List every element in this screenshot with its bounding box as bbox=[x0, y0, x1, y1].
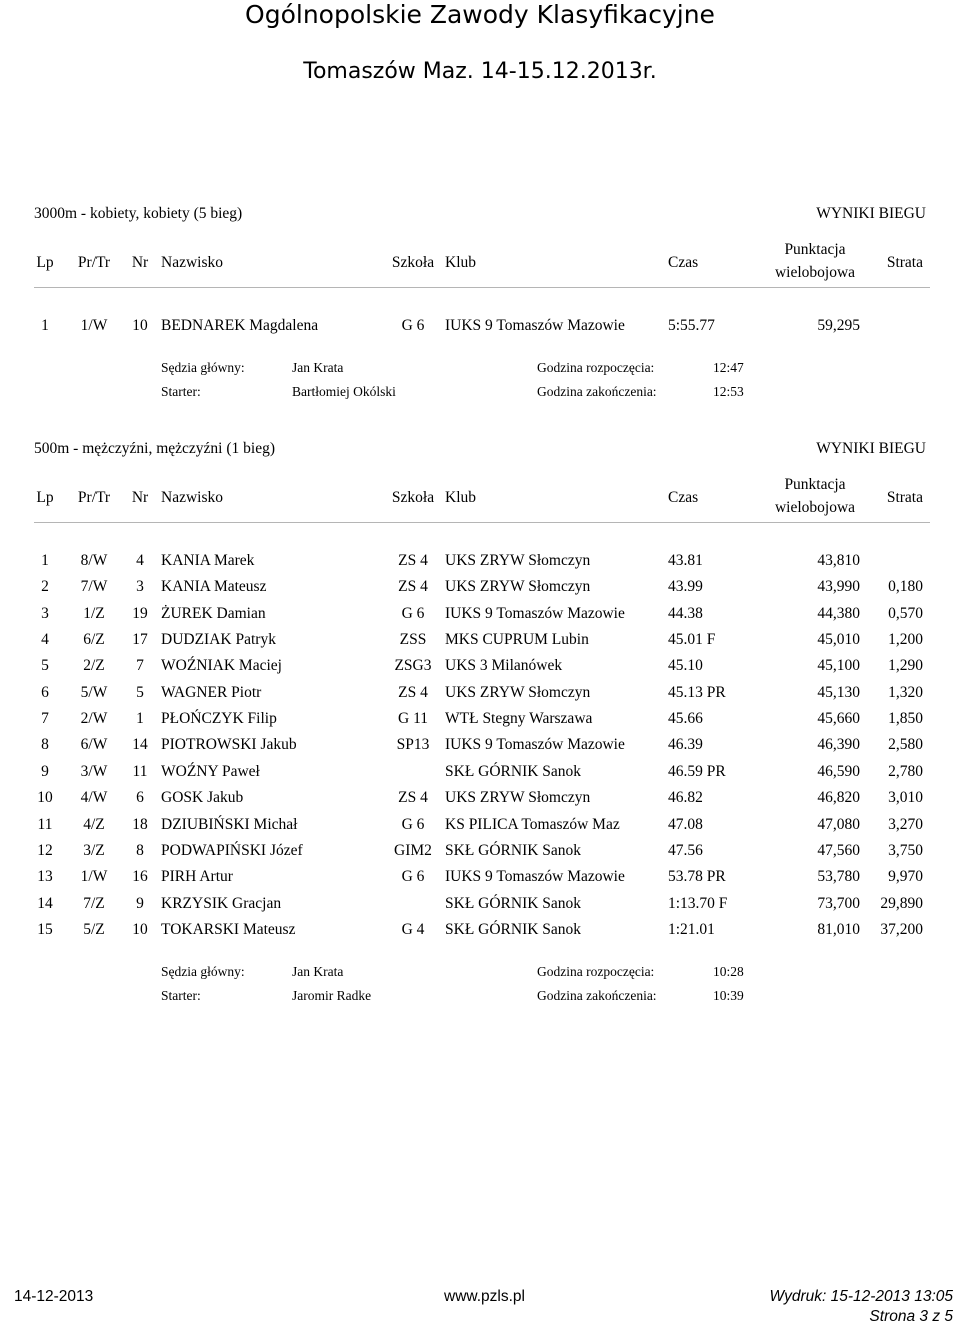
officials-start-time: 12:47 bbox=[713, 360, 744, 375]
cell-prtr: 4/W bbox=[80, 789, 108, 806]
cell-name: WAGNER Piotr bbox=[161, 684, 262, 701]
page-title: Ogólnopolskie Zawody Klasyfikacyjne bbox=[245, 0, 715, 29]
page-subtitle: Tomaszów Maz. 14-15.12.2013r. bbox=[303, 59, 657, 84]
cell-name: PIRH Artur bbox=[161, 868, 233, 885]
cell-nr: 1 bbox=[136, 710, 144, 727]
cell-name: TOKARSKI Mateusz bbox=[161, 921, 296, 938]
cell-points: 45,100 bbox=[817, 657, 860, 674]
cell-loss: 2,580 bbox=[888, 736, 923, 753]
event-section bbox=[0, 440, 960, 1003]
results-label: WYNIKI BIEGU bbox=[816, 205, 926, 222]
cell-club: UKS 3 Milanówek bbox=[445, 657, 563, 674]
table-row bbox=[0, 684, 960, 704]
cell-loss: 37,200 bbox=[880, 921, 923, 938]
officials-starter-label: Starter: bbox=[161, 988, 201, 1003]
cell-club: UKS ZRYW Słomczyn bbox=[445, 552, 591, 569]
cell-club: IUKS 9 Tomaszów Mazowie bbox=[445, 868, 625, 885]
footer-url: www.pzls.pl bbox=[444, 1288, 525, 1305]
table-row bbox=[0, 317, 960, 337]
cell-prtr: 3/W bbox=[80, 763, 108, 780]
cell-school: G 6 bbox=[401, 868, 425, 885]
header-divider bbox=[34, 287, 930, 288]
cell-club: WTŁ Stegny Warszawa bbox=[445, 710, 593, 727]
officials-start-label: Godzina rozpoczęcia: bbox=[537, 964, 655, 979]
col-header-nazwisko: Nazwisko bbox=[161, 254, 223, 271]
cell-time: 45.66 bbox=[668, 710, 703, 727]
table-row bbox=[0, 921, 960, 941]
cell-prtr: 7/W bbox=[80, 578, 108, 595]
cell-nr: 17 bbox=[132, 631, 148, 648]
cell-points: 73,700 bbox=[817, 895, 860, 912]
cell-club: UKS ZRYW Słomczyn bbox=[445, 684, 591, 701]
col-header-lp: Lp bbox=[36, 489, 54, 506]
cell-loss: 2,780 bbox=[888, 763, 923, 780]
cell-points: 45,660 bbox=[817, 710, 860, 727]
cell-club: SKŁ GÓRNIK Sanok bbox=[445, 763, 582, 780]
cell-points: 81,010 bbox=[817, 921, 860, 938]
cell-school: GIM2 bbox=[394, 842, 432, 859]
cell-points: 59,295 bbox=[817, 317, 860, 334]
cell-loss: 3,750 bbox=[888, 842, 923, 859]
cell-lp: 10 bbox=[37, 789, 53, 806]
cell-time: 43.81 bbox=[668, 552, 703, 569]
cell-points: 45,130 bbox=[817, 684, 860, 701]
cell-nr: 11 bbox=[132, 763, 148, 780]
cell-lp: 6 bbox=[41, 684, 49, 701]
cell-nr: 10 bbox=[132, 921, 148, 938]
cell-lp: 8 bbox=[41, 736, 49, 753]
cell-time: 1:13.70 F bbox=[668, 895, 728, 912]
officials-starter-name: Bartłomiej Okólski bbox=[292, 384, 396, 399]
cell-school: G 6 bbox=[401, 605, 425, 622]
cell-loss: 0,180 bbox=[888, 578, 923, 595]
cell-points: 46,590 bbox=[817, 763, 860, 780]
cell-prtr: 1/W bbox=[80, 317, 108, 334]
cell-lp: 7 bbox=[41, 710, 49, 727]
officials-judge-name: Jan Krata bbox=[292, 964, 344, 979]
cell-prtr: 5/Z bbox=[83, 921, 105, 938]
cell-school: G 4 bbox=[401, 921, 425, 938]
results-label: WYNIKI BIEGU bbox=[816, 440, 926, 457]
cell-club: SKŁ GÓRNIK Sanok bbox=[445, 895, 582, 912]
cell-lp: 15 bbox=[37, 921, 53, 938]
cell-club: IUKS 9 Tomaszów Mazowie bbox=[445, 736, 625, 753]
cell-nr: 9 bbox=[136, 895, 144, 912]
event-title: 500m - mężczyźni, mężczyźni (1 bieg) bbox=[34, 440, 275, 457]
cell-club: UKS ZRYW Słomczyn bbox=[445, 578, 591, 595]
cell-school: ZS 4 bbox=[398, 578, 428, 595]
table-row bbox=[0, 605, 960, 625]
cell-prtr: 1/W bbox=[80, 868, 108, 885]
cell-nr: 3 bbox=[136, 578, 144, 595]
col-header-czas: Czas bbox=[668, 489, 699, 506]
col-header-prtr: Pr/Tr bbox=[77, 489, 111, 506]
cell-time: 45.13 PR bbox=[668, 684, 726, 701]
cell-nr: 6 bbox=[136, 789, 144, 806]
cell-lp: 1 bbox=[41, 317, 49, 334]
col-header-punktacja: Punktacja bbox=[784, 476, 846, 493]
cell-name: PIOTROWSKI Jakub bbox=[161, 736, 297, 753]
cell-name: WOŹNIAK Maciej bbox=[161, 657, 282, 674]
table-row bbox=[0, 789, 960, 809]
cell-points: 45,010 bbox=[817, 631, 860, 648]
officials-judge-label: Sędzia główny: bbox=[161, 360, 245, 375]
cell-school: ZS 4 bbox=[398, 552, 428, 569]
cell-nr: 19 bbox=[132, 605, 148, 622]
col-header-szkola: Szkoła bbox=[391, 254, 435, 271]
cell-prtr: 2/W bbox=[80, 710, 108, 727]
officials-start-label: Godzina rozpoczęcia: bbox=[537, 360, 655, 375]
footer-printed: Wydruk: 15-12-2013 13:05 bbox=[769, 1288, 953, 1305]
table-row bbox=[0, 578, 960, 598]
event-section bbox=[0, 205, 960, 399]
cell-prtr: 8/W bbox=[80, 552, 108, 569]
col-header-wielobojowa: wielobojowa bbox=[774, 264, 856, 281]
cell-prtr: 6/W bbox=[80, 736, 108, 753]
cell-prtr: 3/Z bbox=[83, 842, 105, 859]
cell-name: BEDNAREK Magdalena bbox=[161, 317, 319, 334]
cell-points: 47,560 bbox=[817, 842, 860, 859]
officials-end-time: 10:39 bbox=[713, 988, 744, 1003]
col-header-prtr: Pr/Tr bbox=[77, 254, 111, 271]
cell-name: WOŹNY Paweł bbox=[161, 763, 260, 780]
cell-nr: 18 bbox=[132, 816, 148, 833]
cell-name: PŁOŃCZYK Filip bbox=[161, 710, 277, 727]
cell-lp: 3 bbox=[41, 605, 49, 622]
cell-club: SKŁ GÓRNIK Sanok bbox=[445, 921, 582, 938]
cell-prtr: 6/Z bbox=[83, 631, 105, 648]
cell-prtr: 5/W bbox=[80, 684, 108, 701]
cell-points: 44,380 bbox=[817, 605, 860, 622]
cell-time: 5:55.77 bbox=[668, 317, 715, 334]
officials-end-time: 12:53 bbox=[713, 384, 744, 399]
table-row bbox=[0, 763, 960, 783]
cell-time: 46.82 bbox=[668, 789, 703, 806]
cell-time: 46.59 PR bbox=[668, 763, 726, 780]
cell-nr: 16 bbox=[132, 868, 148, 885]
col-header-szkola: Szkoła bbox=[391, 489, 435, 506]
cell-name: PODWAPIŃSKI Józef bbox=[161, 842, 303, 859]
cell-lp: 13 bbox=[37, 868, 53, 885]
cell-school: ZS 4 bbox=[398, 684, 428, 701]
cell-school: ZSG3 bbox=[394, 657, 432, 674]
table-row bbox=[0, 736, 960, 756]
cell-school: G 6 bbox=[401, 317, 425, 334]
officials-start-time: 10:28 bbox=[713, 964, 744, 979]
cell-club: UKS ZRYW Słomczyn bbox=[445, 789, 591, 806]
cell-lp: 4 bbox=[41, 631, 49, 648]
cell-points: 53,780 bbox=[817, 868, 860, 885]
cell-time: 47.08 bbox=[668, 816, 703, 833]
cell-name: ŻUREK Damian bbox=[161, 605, 266, 622]
col-header-klub: Klub bbox=[445, 254, 476, 271]
cell-time: 1:21.01 bbox=[668, 921, 715, 938]
cell-school: G 11 bbox=[398, 710, 428, 727]
table-row bbox=[0, 816, 960, 836]
cell-school: G 6 bbox=[401, 816, 425, 833]
cell-time: 44.38 bbox=[668, 605, 703, 622]
cell-loss: 1,200 bbox=[888, 631, 923, 648]
table-row bbox=[0, 552, 960, 572]
table-row bbox=[0, 895, 960, 915]
cell-school: ZSS bbox=[399, 631, 427, 648]
col-header-strata: Strata bbox=[886, 254, 923, 271]
event-title: 3000m - kobiety, kobiety (5 bieg) bbox=[34, 205, 243, 222]
cell-points: 47,080 bbox=[817, 816, 860, 833]
cell-loss: 3,270 bbox=[888, 816, 923, 833]
cell-club: IUKS 9 Tomaszów Mazowie bbox=[445, 317, 625, 334]
cell-lp: 9 bbox=[41, 763, 49, 780]
cell-points: 43,990 bbox=[817, 578, 860, 595]
cell-time: 45.10 bbox=[668, 657, 703, 674]
officials-starter-label: Starter: bbox=[161, 384, 201, 399]
cell-school: ZS 4 bbox=[398, 789, 428, 806]
cell-club: MKS CUPRUM Lubin bbox=[445, 631, 589, 648]
cell-name: GOSK Jakub bbox=[161, 789, 244, 806]
col-header-czas: Czas bbox=[668, 254, 699, 271]
cell-loss: 29,890 bbox=[880, 895, 923, 912]
cell-points: 43,810 bbox=[817, 552, 860, 569]
table-row bbox=[0, 868, 960, 888]
officials-starter-name: Jaromir Radke bbox=[292, 988, 372, 1003]
col-header-punktacja: Punktacja bbox=[784, 241, 846, 258]
cell-prtr: 4/Z bbox=[83, 816, 105, 833]
officials-judge-label: Sędzia główny: bbox=[161, 964, 245, 979]
cell-name: DUDZIAK Patryk bbox=[161, 631, 276, 648]
cell-time: 45.01 F bbox=[668, 631, 716, 648]
cell-nr: 10 bbox=[132, 317, 148, 334]
footer-page-number: Strona 3 z 5 bbox=[869, 1308, 953, 1325]
table-row bbox=[0, 842, 960, 862]
cell-lp: 12 bbox=[37, 842, 53, 859]
cell-nr: 7 bbox=[136, 657, 144, 674]
cell-loss: 1,850 bbox=[888, 710, 923, 727]
officials-judge-name: Jan Krata bbox=[292, 360, 344, 375]
table-row bbox=[0, 657, 960, 677]
cell-school: SP13 bbox=[396, 736, 430, 753]
cell-lp: 2 bbox=[41, 578, 49, 595]
officials-end-label: Godzina zakończenia: bbox=[537, 988, 657, 1003]
cell-lp: 5 bbox=[41, 657, 49, 674]
table-row bbox=[0, 631, 960, 651]
cell-name: KANIA Marek bbox=[161, 552, 255, 569]
cell-nr: 5 bbox=[136, 684, 144, 701]
cell-lp: 1 bbox=[41, 552, 49, 569]
footer-date: 14-12-2013 bbox=[14, 1288, 94, 1305]
col-header-wielobojowa: wielobojowa bbox=[774, 499, 856, 516]
cell-club: IUKS 9 Tomaszów Mazowie bbox=[445, 605, 625, 622]
cell-time: 53.78 PR bbox=[668, 868, 726, 885]
col-header-nr: Nr bbox=[131, 254, 149, 271]
cell-loss: 0,570 bbox=[888, 605, 923, 622]
cell-time: 43.99 bbox=[668, 578, 703, 595]
cell-loss: 3,010 bbox=[888, 789, 923, 806]
cell-prtr: 7/Z bbox=[83, 895, 105, 912]
header-divider bbox=[34, 522, 930, 523]
col-header-klub: Klub bbox=[445, 489, 476, 506]
table-row bbox=[0, 710, 960, 730]
col-header-nr: Nr bbox=[131, 489, 149, 506]
cell-club: KS PILICA Tomaszów Maz bbox=[445, 816, 620, 833]
cell-nr: 4 bbox=[136, 552, 144, 569]
cell-lp: 11 bbox=[37, 816, 53, 833]
cell-name: DZIUBIŃSKI Michał bbox=[161, 816, 298, 833]
officials-end-label: Godzina zakończenia: bbox=[537, 384, 657, 399]
cell-name: KRZYSIK Gracjan bbox=[161, 895, 282, 912]
cell-club: SKŁ GÓRNIK Sanok bbox=[445, 842, 582, 859]
cell-loss: 1,290 bbox=[888, 657, 923, 674]
cell-nr: 8 bbox=[136, 842, 144, 859]
cell-name: KANIA Mateusz bbox=[161, 578, 267, 595]
col-header-nazwisko: Nazwisko bbox=[161, 489, 223, 506]
cell-prtr: 2/Z bbox=[83, 657, 105, 674]
cell-nr: 14 bbox=[132, 736, 148, 753]
cell-prtr: 1/Z bbox=[83, 605, 105, 622]
col-header-lp: Lp bbox=[36, 254, 54, 271]
cell-points: 46,390 bbox=[817, 736, 860, 753]
cell-time: 47.56 bbox=[668, 842, 703, 859]
cell-lp: 14 bbox=[37, 895, 53, 912]
cell-points: 46,820 bbox=[817, 789, 860, 806]
cell-loss: 1,320 bbox=[888, 684, 923, 701]
cell-loss: 9,970 bbox=[888, 868, 923, 885]
cell-time: 46.39 bbox=[668, 736, 703, 753]
col-header-strata: Strata bbox=[886, 489, 923, 506]
